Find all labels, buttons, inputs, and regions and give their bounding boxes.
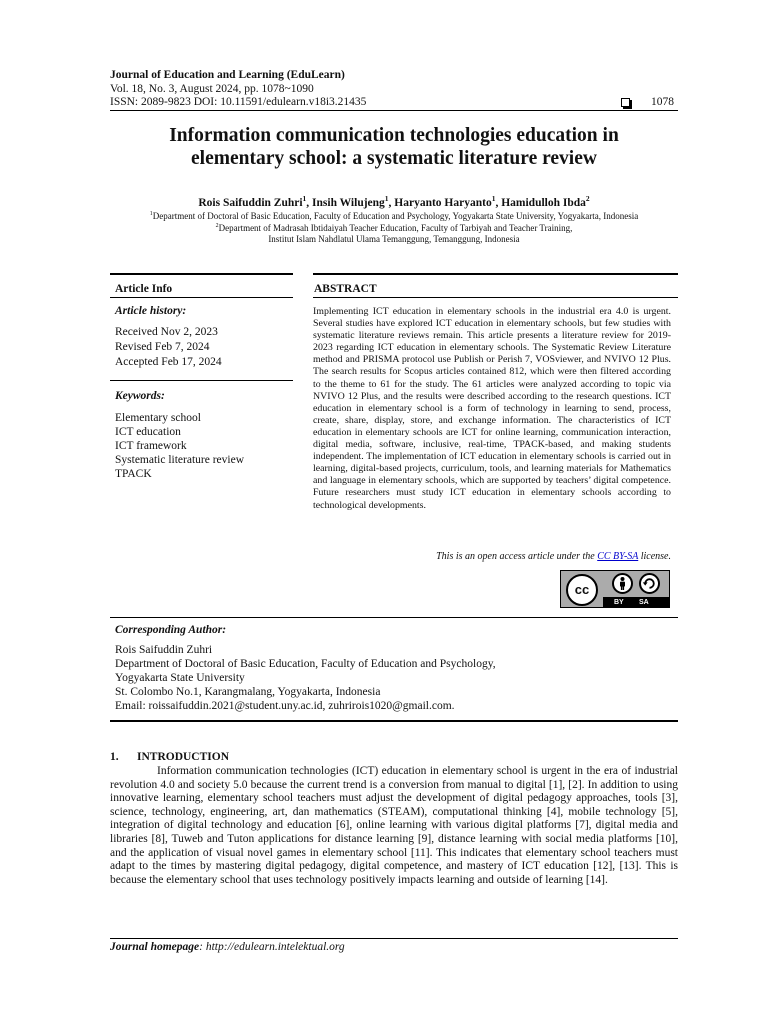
journal-homepage [110, 941, 345, 953]
author-name: Insih Wilujeng [312, 197, 385, 209]
volume-line: Vol. 18, No. 3, August 2024, pp. 1078~1090 [110, 83, 314, 95]
corresponding-author-details [115, 643, 496, 713]
author-name: Haryanto Haryanto [394, 197, 492, 209]
title-line-1: Information communication technologies education in [169, 125, 619, 146]
issn-doi-line: ISSN: 2089-9823 DOI: 10.11591/edulearn.v18i3.21435 [110, 96, 367, 108]
corresponding-top-rule [110, 617, 678, 618]
affiliation-line [100, 211, 688, 223]
corresponding-department: Department of Doctoral of Basic Education, Faculty of Education and Psychology, [115, 658, 496, 670]
abstract-top-rule [313, 273, 678, 275]
footer-rule [110, 938, 678, 939]
abstract-text: Implementing ICT education in elementary schools in the industrial era 4.0 is urgent. Several studies have explored ICT education in elementary schools, but few studies with systematic literature reviews remain. This article presents a literature review for 2019-2023 regarding ICT education in elementary schools. The Systematic Review Literature method and PRISMA protocol use Publish or Perish 7, VOSviewer, and NVIVO 12 Plus. The search results for Scopus articles contained 812, which were then filtered according to the theme to 61 for the study. The 61 articles were analyzed according to topic via NVIVO 12 Plus, and the results were described according to the research questions. ICT education in elementary school is a form of technology in learning to send, process, create, share, display, store, and exchange information. The characteristics of ICT education in elementary schools are ICT for online learning, communication interaction, digital media, software, inclusive, real-time, TPACK-based, and making students independent. The implementation of ICT education in elementary schools is carried out in learning, digital-based projects, curriculum, tools, and learning materials for Mathematics and language in elementary schools, which are supported by teachers’ digital competence. Future researchers must study ICT education in elementary schools according to technological developments. [313, 306, 671, 511]
keywords-heading: Keywords: [115, 390, 165, 402]
article-info-heading: Article Info [115, 283, 173, 295]
corresponding-university: Yogyakarta State University [115, 672, 245, 684]
affiliation-number: 2 [215, 222, 219, 229]
history-divider [110, 380, 293, 381]
history-date-received: Received Nov 2, 2023 [115, 326, 218, 338]
badge-sa-label: SA [639, 599, 649, 606]
cc-by-sa-badge[interactable] [560, 570, 670, 608]
keyword-item: Systematic literature review [115, 454, 245, 466]
history-date-accepted: Accepted Feb 17, 2024 [115, 356, 222, 368]
author-affiliation-marker: 2 [585, 194, 590, 204]
keyword-item: ICT education [115, 426, 181, 438]
introduction-paragraph: Information communication technologies (ICT) education in elementary school is urgent in the era of industrial revolution 4.0 and society 5.0 because the current trend is a conversion from manual to digital [1], [2]. In addition to using innovative learning, elementary school teachers must adjust the development of digital pedagogy approaches, tools [3], science, technology, engineering, art, dan mathematics (STEAM), computational thinking [4], mobile technology [5], integration of digital technology and education [6], online learning with various digital platforms [7], digital media and libraries [8], Tuweb and Tuton applications for distance learning [9], distance learning with social media platforms [10], and the application of visual novel games in elementary school [11]. This indicates that elementary school teachers must adapt to the times by mastering digital pedagogy, digital competence, and mastery of ICT education [12], [13]. This is because the elementary school that uses technology positively impacts learning and outside of learning [14]. [110, 765, 678, 886]
affiliation-line [100, 234, 688, 246]
section-title: INTRODUCTION [137, 751, 230, 763]
abstract-heading: ABSTRACT [314, 283, 377, 295]
header-rule [110, 110, 678, 111]
author-affiliation-marker: 1 [491, 194, 496, 204]
corresponding-author-name: Rois Saifuddin Zuhri [115, 644, 213, 656]
article-history-list [115, 325, 222, 370]
keywords-list [115, 411, 244, 481]
badge-label-bar [603, 597, 669, 607]
homepage-url[interactable]: http://edulearn.intelektual.org [205, 941, 345, 953]
affiliation-text: Institut Islam Nahdlatul Ulama Temanggung, Temanggung, Indonesia [268, 234, 520, 244]
homepage-separator: : [199, 941, 206, 953]
affiliation-number: 1 [149, 211, 153, 217]
affiliation-text: Department of Doctoral of Basic Education, Faculty of Education and Psychology, Yogyakarta State University, Yogyakarta, Indonesia [152, 211, 639, 221]
license-prefix: This is an open access article under the [436, 551, 598, 562]
author-name: Hamidulloh Ibda [501, 197, 586, 209]
author-affiliation-marker: 1 [384, 194, 389, 204]
article-info-top-rule [110, 273, 293, 275]
homepage-label: Journal homepage [110, 941, 200, 953]
keyword-item: TPACK [115, 468, 152, 480]
share-alike-icon [639, 573, 660, 594]
section-number: 1. [110, 751, 119, 763]
author-affiliation-marker: 1 [302, 194, 307, 204]
author-name: Rois Saifuddin Zuhri [198, 197, 303, 209]
badge-by-label: BY [614, 599, 624, 606]
square-bullet-icon [621, 98, 630, 107]
corresponding-email: Email: roissaifuddin.2021@student.uny.ac.id, zuhrirois1020@gmail.com. [115, 700, 455, 712]
affiliations [100, 211, 688, 246]
affiliation-text: Department of Madrasah Ibtidaiyah Teacher Education, Faculty of Tarbiyah and Teacher Training, [218, 222, 573, 233]
open-access-statement [313, 551, 671, 562]
attribution-person-icon [612, 573, 633, 594]
article-history-heading: Article history: [115, 305, 187, 317]
corresponding-author-heading: Corresponding Author: [115, 624, 227, 636]
author-list: Rois Saifuddin Zuhri$^1$, Insih Wilujeng$^1$, Haryanto Haryanto$^1$, Hamidulloh Ibda$^2$ [198, 194, 590, 209]
keyword-item: ICT framework [115, 440, 187, 452]
article-info-heading-rule [110, 297, 293, 298]
affiliation-line [100, 223, 688, 235]
paper-title [110, 124, 678, 170]
history-date-revised: Revised Feb 7, 2024 [115, 341, 210, 353]
keyword-item: Elementary school [115, 412, 201, 424]
license-suffix: license. [638, 551, 671, 562]
corresponding-address: St. Colombo No.1, Karangmalang, Yogyakarta, Indonesia [115, 686, 381, 698]
page-number: 1078 [651, 96, 674, 108]
cc-text: cc [574, 582, 590, 597]
creative-commons-icon [566, 574, 598, 606]
journal-name: Journal of Education and Learning (EduLearn) [110, 69, 345, 81]
abstract-heading-rule [313, 297, 678, 298]
cc-by-sa-link[interactable]: CC BY-SA [597, 551, 639, 562]
title-line-2: elementary school: a systematic literature review [191, 148, 597, 169]
corresponding-bottom-rule [110, 720, 678, 722]
introduction-heading [110, 751, 229, 763]
